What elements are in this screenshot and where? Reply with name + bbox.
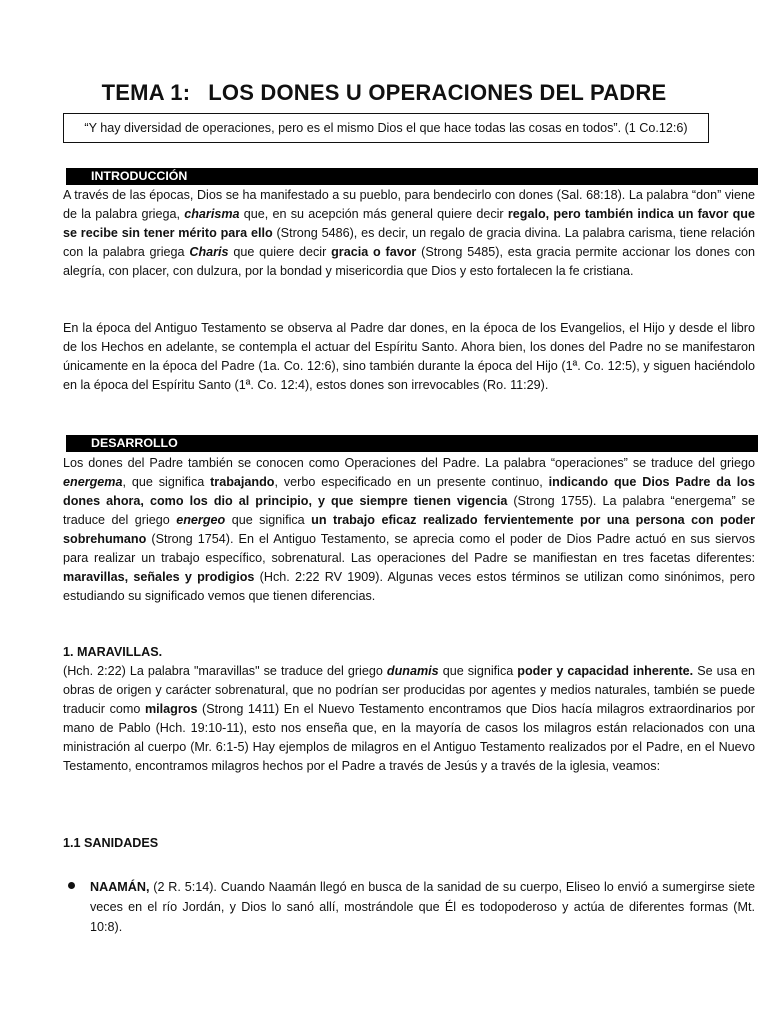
desarrollo-paragraph: Los dones del Padre también se conocen como Operaciones del Padre. La palabra “operaciones” se traduce del griego energema, que significa trabajando, verbo especificado en un presente continuo, indicando que Dios Padre da los dones ahora, como los dio al principio, y que siempre tienen vigencia (Strong 1755). La palabra “energema” se traduce del griego energeo que significa un trabajo eficaz realizado fervientemente por una persona con poder sobrehumano (Strong 1754). En el Antiguo Testamento, se aprecia como el poder de Dios Padre actuó en sus siervos para realizar un trabajo específico, sobrenatural. Las operaciones del Padre se manifiestan en tres facetas diferentes: maravillas, señales y prodigios (Hch. 2:22 RV 1909). Algunas veces estos términos se utilizan como sinónimos, pero estudiando su significado vemos que tienen diferencias.: [63, 456, 755, 603]
intro-paragraph-2: En la época del Antiguo Testamento se observa al Padre dar dones, en la época de los Evangelios, el Hijo y desde el libro de los Hechos en adelante, se contempla el actuar del Espíritu Santo. Ahora bien, los dones del Padre no se manifestaron únicamente en la época del Padre (1a. Co. 12:6), sino también durante la época del Hijo (1ª. Co. 12:5), y siguen haciéndolo en la época del Espíritu Santo (1ª. Co. 12:4), estos dones son irrevocables (Ro. 11:29).: [63, 321, 755, 392]
intro-paragraph-1: A través de las épocas, Dios se ha manifestado a su pueblo, para bendecirlo con dones (Sal. 68:18). La palabra “don” viene de la palabra griega, charisma que, en su acepción más general quiere decir regalo, pero también indica un favor que se recibe sin tener mérito para ello (Strong 5486), es decir, un regalo de gracia divina. La palabra carisma, tiene relación con la palabra griega Charis que quiere decir gracia o favor (Strong 5485), esta gracia permite accionar los dones con alegría, con placer, con dulzura, por la bondad y misericordia que Dios y esto fortalecen la fe cristiana.: [63, 188, 756, 278]
bullet-item-naaman: NAAMÁN, (2 R. 5:14). Cuando Naamán llegó en busca de la sanidad de su cuerpo, Eliseo lo envió a sumergirse siete veces en el río Jordán, y Dios lo sanó allí, mostrándole que Él es todopoderoso y actúa de diferentes formas (Mt. 10:8).: [90, 880, 755, 934]
section-header-introduccion: INTRODUCCIÓN: [66, 168, 758, 185]
section-header-desarrollo: DESARROLLO: [66, 435, 758, 452]
maravillas-paragraph: (Hch. 2:22) La palabra "maravillas" se traduce del griego dunamis que significa poder y capacidad inherente. Se usa en obras de origen y carácter sobrenatural, que no podrían ser producidas por agentes y medios naturales, también se puede traducir como milagros (Strong 1411) En el Nuevo Testamento encontramos que Dios hacía milagros extraordinarios por mano de Pablo (Hch. 19:10-11), esto nos enseña que, en la mayoría de casos los milagros están relacionados con una ministración al cuerpo (Mr. 6:1-5) Hay ejemplos de milagros en el Antiguo Testamento realizados por el Padre, en el Nuevo Testamento, encontramos milagros hechos por el Padre a través de Jesús y a través de la iglesia, veamos:: [63, 664, 756, 773]
page-title: [0, 80, 768, 106]
title-number: TEMA 1:: [101, 80, 191, 105]
maravillas-heading: 1. MARAVILLAS.: [63, 645, 163, 659]
title-text: LOS DONES U OPERACIONES DEL PADRE: [208, 80, 667, 105]
sanidades-heading: 1.1 SANIDADES: [63, 836, 159, 850]
bullet-dot-icon: [68, 882, 75, 889]
epigraph-quote: “Y hay diversidad de operaciones, pero es el mismo Dios el que hace todas las cosas en todos”. (1 Co.12:6): [63, 113, 709, 143]
